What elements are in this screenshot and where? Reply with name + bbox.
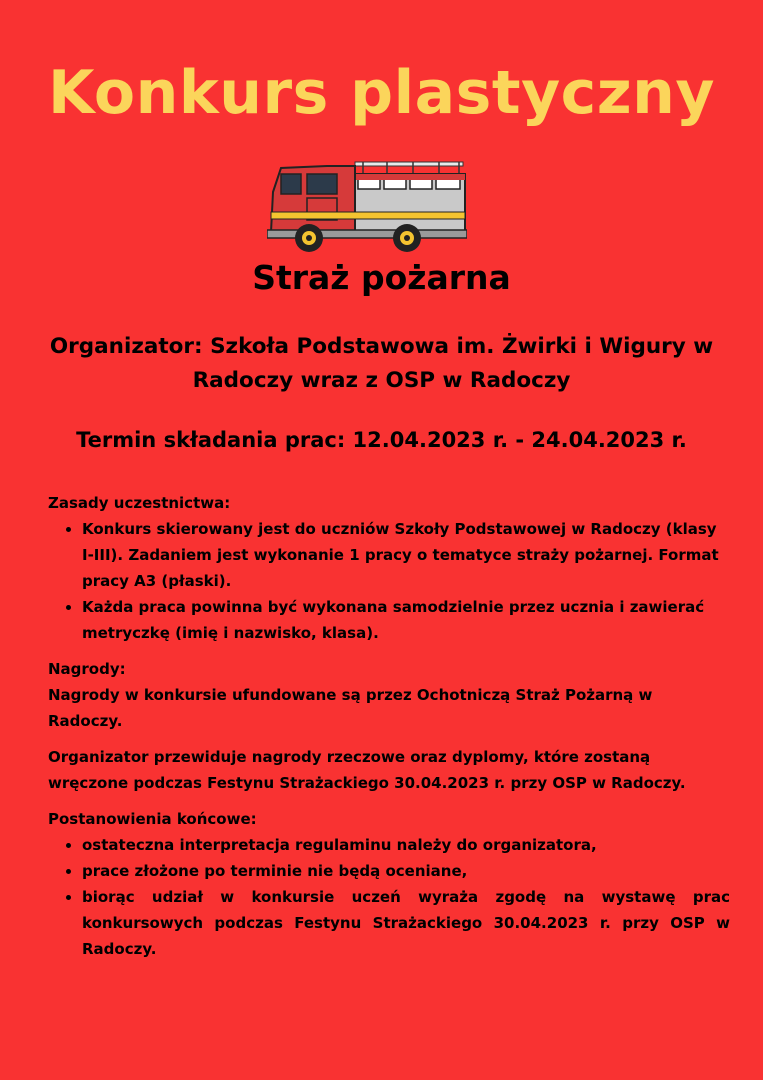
list-item: • biorąc udział w konkursie uczeń wyraża zgodę na wystawę prac konkursowych podczas Festynu Strażackiego 30.04.2023 r. przy OSP w Radoczy. xyxy=(82,884,730,962)
subtitle: Straż pożarna xyxy=(252,258,511,297)
fire-truck-icon xyxy=(267,158,467,256)
final-list xyxy=(48,832,730,962)
list-item: • Konkurs skierowany jest do uczniów Szkoły Podstawowej w Radoczy (klasy I-III). Zadaniem jest wykonanie 1 pracy o tematyce straży pożarnej. Format pracy A3 (płaski). xyxy=(82,516,730,594)
rules-heading: Zasady uczestnictwa: xyxy=(48,494,231,512)
list-item: • prace złożone po terminie nie będą oceniane, xyxy=(82,858,730,884)
list-item: • Każda praca powinna być wykonana samodzielnie przez ucznia i zawierać metryczkę (imię i nazwisko, klasa). xyxy=(82,594,730,646)
page-title: Konkurs plastyczny xyxy=(47,58,715,128)
deadline-text: Termin składania prac: 12.04.2023 r. - 24.04.2023 r. xyxy=(76,428,687,452)
organizer-text: Organizator: Szkoła Podstawowa im. Żwirki i Wigury w Radoczy wraz z OSP w Radoczy xyxy=(49,334,714,393)
prizes-heading: Nagrody: xyxy=(48,660,126,678)
rules-list xyxy=(48,516,730,646)
rules-content xyxy=(48,490,730,962)
list-item: • ostateczna interpretacja regulaminu należy do organizatora, xyxy=(82,832,730,858)
final-heading: Postanowienia końcowe: xyxy=(48,810,257,828)
prizes-text-1: Nagrody w konkursie ufundowane są przez Ochotniczą Straż Pożarną w Radoczy. xyxy=(48,686,653,730)
prizes-text-2: Organizator przewiduje nagrody rzeczowe oraz dyplomy, które zostaną wręczone podczas Festynu Strażackiego 30.04.2023 r. przy OSP w Radoczy. xyxy=(48,748,686,792)
